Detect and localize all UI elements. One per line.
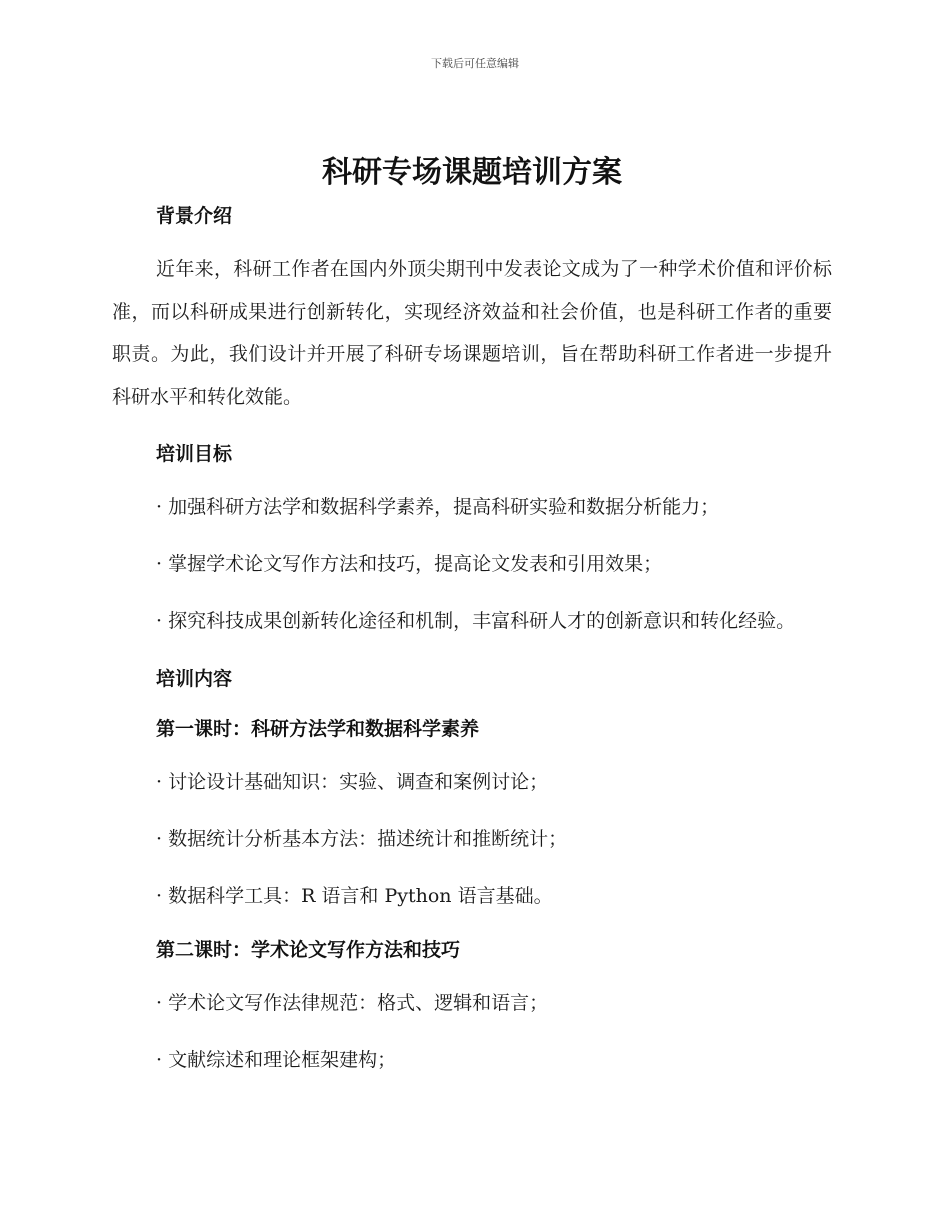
document-title: 科研专场课题培训方案 bbox=[322, 155, 622, 190]
lesson1-item: · 数据统计分析基本方法：描述统计和推断统计； bbox=[156, 828, 568, 850]
lesson2-item: · 学术论文写作法律规范：格式、逻辑和语言； bbox=[156, 992, 549, 1014]
lesson1-item: · 讨论设计基础知识：实验、调查和案例讨论； bbox=[156, 771, 549, 793]
goal-item: · 掌握学术论文写作方法和技巧，提高论文发表和引用效果； bbox=[156, 553, 663, 575]
section-heading-goals: 培训目标 bbox=[156, 443, 233, 465]
section-heading-content: 培训内容 bbox=[156, 668, 233, 690]
page-header: 下载后可任意编辑 bbox=[431, 57, 519, 70]
document-body bbox=[112, 150, 832, 1082]
lesson2-heading: 第二课时：学术论文写作方法和技巧 bbox=[156, 939, 461, 961]
goal-item: · 探究科技成果创新转化途径和机制，丰富科研人才的创新意识和转化经验。 bbox=[156, 610, 796, 632]
lesson2-item: · 文献综述和理论框架建构； bbox=[156, 1049, 397, 1071]
goal-item: · 加强科研方法学和数据科学素养，提高科研实验和数据分析能力； bbox=[156, 496, 720, 518]
lesson1-item: · 数据科学工具：R 语言和 Python 语言基础。 bbox=[156, 885, 553, 907]
section-heading-background: 背景介绍 bbox=[156, 205, 233, 227]
background-paragraph: 近年来，科研工作者在国内外顶尖期刊中发表论文成为了一种学术价值和评价标准，而以科研成果进行创新转化，实现经济效益和社会价值，也是科研工作者的重要职责。为此，我们设计并开展了科研专场课题培训，旨在帮助科研工作者进一步提升科研水平和转化效能。 bbox=[112, 258, 832, 408]
lesson1-heading: 第一课时：科研方法学和数据科学素养 bbox=[156, 718, 480, 740]
